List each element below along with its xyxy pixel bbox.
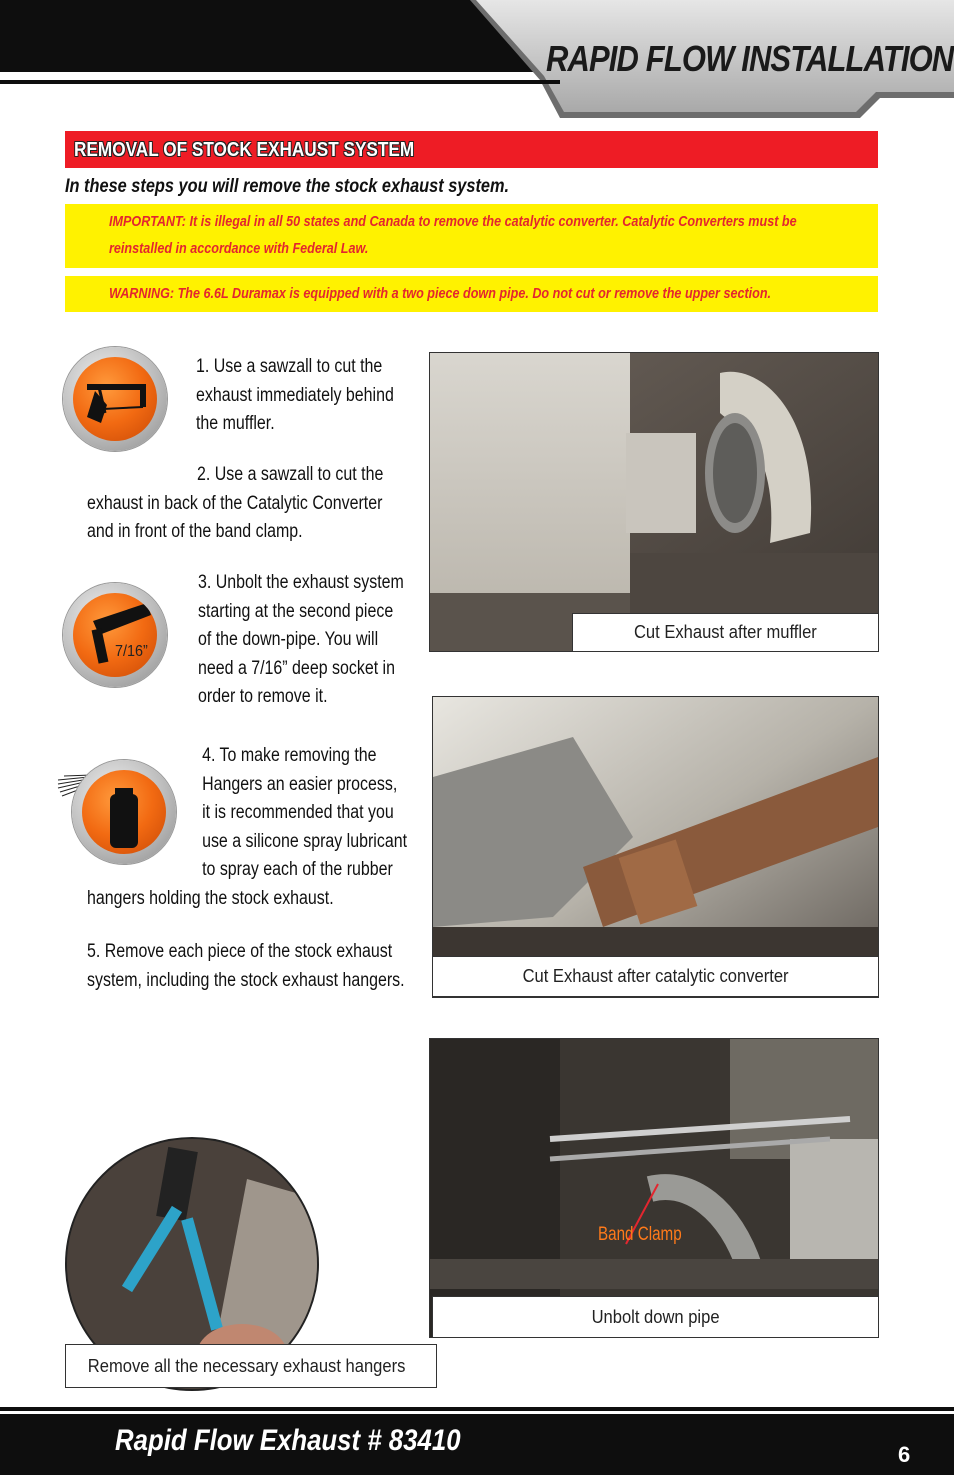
photo-cut-after-muffler bbox=[429, 352, 879, 652]
step-4-line: it is recommended that you bbox=[202, 802, 394, 823]
page-title: RAPID FLOW INSTALLATION bbox=[546, 38, 954, 79]
footer-rule bbox=[0, 1407, 954, 1411]
caption-remove-hangers bbox=[65, 1344, 437, 1388]
photo-unbolt-down-pipe bbox=[429, 1038, 879, 1338]
photo-cut-after-catalytic-converter bbox=[432, 696, 879, 998]
step-3-line: need a 7/16” deep socket in bbox=[198, 657, 395, 679]
caption-unbolt-down-pipe bbox=[432, 1296, 879, 1338]
step-5-line: 5. Remove each piece of the stock exhaust bbox=[87, 941, 393, 962]
step-4-line: to spray each of the rubber bbox=[202, 859, 393, 880]
warning-note-text: WARNING: The 6.6L Duramax is equipped with a two piece down pipe. Do not cut or remove the upper section. bbox=[109, 285, 772, 302]
step-5-line: system, including the stock exhaust hangers. bbox=[87, 969, 405, 991]
step-2-line: exhaust in back of the Catalytic Converter bbox=[87, 492, 383, 514]
section-intro: In these steps you will remove the stock exhaust system. bbox=[65, 176, 510, 197]
step-3-line: 3. Unbolt the exhaust system bbox=[198, 572, 404, 593]
step-2-line: and in front of the band clamp. bbox=[87, 521, 303, 542]
important-note bbox=[65, 204, 878, 268]
step-3-line: order to remove it. bbox=[198, 686, 328, 707]
caption-cut-after-catalytic bbox=[432, 956, 879, 997]
socket-wrench-icon bbox=[63, 583, 167, 687]
step-4-line: hangers holding the stock exhaust. bbox=[87, 887, 334, 909]
caption-text: Cut Exhaust after muffler bbox=[634, 622, 817, 642]
step-4-line: 4. To make removing the bbox=[202, 745, 377, 766]
caption-cut-after-muffler bbox=[572, 613, 879, 652]
footer-title: Rapid Flow Exhaust # 83410 bbox=[115, 1424, 461, 1457]
step-1-line: exhaust immediately behind bbox=[196, 384, 394, 406]
socket-size-label: 7/16” bbox=[115, 643, 148, 660]
band-clamp-label: Band Clamp bbox=[598, 1224, 682, 1245]
important-note-text: IMPORTANT: It is illegal in all 50 states and Canada to remove the catalytic converter. Catalytic Converters must be reinstalled in accordance with Federal Law. bbox=[109, 213, 797, 257]
step-1-line: the muffler. bbox=[196, 413, 275, 434]
section-title: REMOVAL OF STOCK EXHAUST SYSTEM bbox=[74, 139, 415, 161]
warning-note bbox=[65, 276, 878, 312]
step-2-line: 2. Use a sawzall to cut the bbox=[197, 464, 384, 485]
step-4-line: use a silicone spray lubricant bbox=[202, 830, 408, 852]
step-3 bbox=[198, 569, 404, 712]
step-2 bbox=[87, 461, 383, 547]
step-5 bbox=[87, 938, 405, 995]
caption-text: Remove all the necessary exhaust hangers bbox=[87, 1355, 406, 1376]
step-3-line: of the down-pipe. You will bbox=[198, 629, 379, 650]
step-4-line: Hangers an easier process, bbox=[202, 773, 398, 795]
step-3-line: starting at the second piece bbox=[198, 600, 394, 622]
step-4 bbox=[87, 742, 407, 913]
header-rule bbox=[0, 80, 560, 84]
step-1 bbox=[196, 353, 394, 439]
step-1-line: 1. Use a sawzall to cut the bbox=[196, 356, 383, 377]
page-number: 6 bbox=[898, 1442, 911, 1467]
caption-text: Cut Exhaust after catalytic converter bbox=[522, 966, 789, 986]
hacksaw-icon bbox=[63, 347, 167, 451]
caption-text: Unbolt down pipe bbox=[591, 1306, 720, 1327]
